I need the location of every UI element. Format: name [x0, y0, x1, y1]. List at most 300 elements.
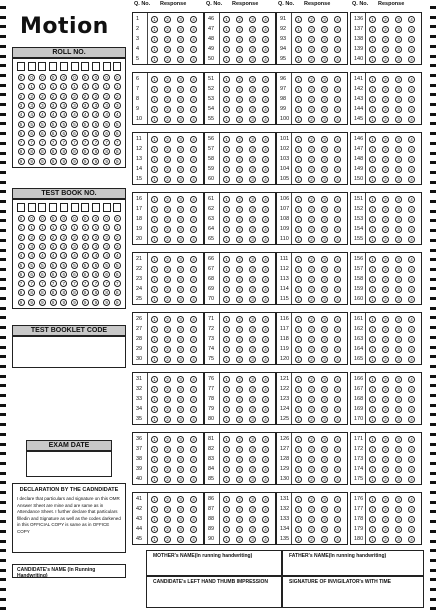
option-bubble[interactable]: 1	[295, 56, 302, 63]
option-bubble[interactable]: 2	[164, 46, 171, 53]
digit-bubble[interactable]: 6	[28, 271, 35, 278]
option-bubble[interactable]: 4	[190, 296, 197, 303]
digit-bubble[interactable]: 7	[71, 280, 78, 287]
option-bubble[interactable]: 2	[382, 26, 389, 33]
option-bubble[interactable]: 3	[321, 526, 328, 533]
digit-bubble[interactable]: 6	[114, 130, 121, 137]
option-bubble[interactable]: 4	[190, 116, 197, 123]
option-bubble[interactable]: 1	[295, 116, 302, 123]
digit-bubble[interactable]: 5	[60, 262, 67, 269]
option-bubble[interactable]: 2	[382, 56, 389, 63]
option-bubble[interactable]: 3	[321, 276, 328, 283]
digit-bubble[interactable]: 2	[92, 93, 99, 100]
option-bubble[interactable]: 3	[395, 516, 402, 523]
option-bubble[interactable]: 4	[334, 146, 341, 153]
option-bubble[interactable]: 4	[262, 456, 269, 463]
option-bubble[interactable]: 4	[334, 46, 341, 53]
option-bubble[interactable]: 3	[321, 346, 328, 353]
option-bubble[interactable]: 1	[151, 466, 158, 473]
option-bubble[interactable]: 1	[295, 196, 302, 203]
digit-bubble[interactable]: 7	[39, 139, 46, 146]
option-bubble[interactable]: 2	[308, 456, 315, 463]
digit-bubble[interactable]: 8	[18, 289, 25, 296]
option-bubble[interactable]: 1	[369, 26, 376, 33]
option-bubble[interactable]: 3	[395, 156, 402, 163]
digit-bubble[interactable]: 5	[60, 121, 67, 128]
option-bubble[interactable]: 1	[223, 476, 230, 483]
option-bubble[interactable]: 4	[190, 446, 197, 453]
option-bubble[interactable]: 2	[308, 156, 315, 163]
option-bubble[interactable]: 1	[223, 106, 230, 113]
option-bubble[interactable]: 3	[249, 396, 256, 403]
digit-bubble[interactable]: 8	[18, 148, 25, 155]
digit-bubble[interactable]: 3	[60, 102, 67, 109]
option-bubble[interactable]: 2	[308, 316, 315, 323]
option-bubble[interactable]: 3	[321, 396, 328, 403]
option-bubble[interactable]: 2	[236, 266, 243, 273]
option-bubble[interactable]: 2	[164, 256, 171, 263]
option-bubble[interactable]: 4	[262, 356, 269, 363]
option-bubble[interactable]: 3	[395, 96, 402, 103]
option-bubble[interactable]: 4	[334, 36, 341, 43]
option-bubble[interactable]: 4	[262, 346, 269, 353]
option-bubble[interactable]: 3	[249, 286, 256, 293]
option-bubble[interactable]: 2	[308, 416, 315, 423]
option-bubble[interactable]: 3	[177, 496, 184, 503]
option-bubble[interactable]: 1	[369, 456, 376, 463]
digit-entry-box[interactable]	[113, 203, 121, 212]
option-bubble[interactable]: 1	[151, 106, 158, 113]
option-bubble[interactable]: 3	[321, 536, 328, 543]
option-bubble[interactable]: 4	[190, 316, 197, 323]
option-bubble[interactable]: 2	[164, 316, 171, 323]
option-bubble[interactable]: 1	[295, 316, 302, 323]
digit-bubble[interactable]: 7	[114, 280, 121, 287]
digit-bubble[interactable]: 0	[60, 74, 67, 81]
option-bubble[interactable]: 3	[321, 96, 328, 103]
option-bubble[interactable]: 2	[382, 456, 389, 463]
option-bubble[interactable]: 4	[408, 416, 415, 423]
digit-bubble[interactable]: 9	[103, 299, 110, 306]
option-bubble[interactable]: 2	[164, 216, 171, 223]
option-bubble[interactable]: 4	[262, 386, 269, 393]
option-bubble[interactable]: 2	[382, 336, 389, 343]
option-bubble[interactable]: 2	[236, 236, 243, 243]
option-bubble[interactable]: 1	[295, 416, 302, 423]
digit-bubble[interactable]: 9	[114, 158, 121, 165]
digit-bubble[interactable]: 4	[92, 111, 99, 118]
option-bubble[interactable]: 4	[262, 286, 269, 293]
option-bubble[interactable]: 2	[308, 296, 315, 303]
option-bubble[interactable]: 1	[223, 296, 230, 303]
digit-bubble[interactable]: 5	[39, 121, 46, 128]
option-bubble[interactable]: 1	[223, 446, 230, 453]
option-bubble[interactable]: 1	[369, 266, 376, 273]
option-bubble[interactable]: 2	[382, 76, 389, 83]
digit-bubble[interactable]: 9	[18, 158, 25, 165]
option-bubble[interactable]: 2	[164, 116, 171, 123]
option-bubble[interactable]: 3	[177, 216, 184, 223]
option-bubble[interactable]: 1	[369, 346, 376, 353]
option-bubble[interactable]: 3	[395, 76, 402, 83]
option-bubble[interactable]: 2	[236, 416, 243, 423]
digit-bubble[interactable]: 4	[71, 252, 78, 259]
option-bubble[interactable]: 2	[308, 376, 315, 383]
option-bubble[interactable]: 2	[164, 356, 171, 363]
option-bubble[interactable]: 3	[321, 286, 328, 293]
option-bubble[interactable]: 3	[249, 146, 256, 153]
option-bubble[interactable]: 3	[177, 226, 184, 233]
option-bubble[interactable]: 2	[236, 276, 243, 283]
option-bubble[interactable]: 1	[223, 336, 230, 343]
option-bubble[interactable]: 2	[236, 136, 243, 143]
digit-entry-box[interactable]	[71, 203, 79, 212]
option-bubble[interactable]: 1	[369, 46, 376, 53]
digit-bubble[interactable]: 2	[60, 93, 67, 100]
option-bubble[interactable]: 4	[190, 376, 197, 383]
option-bubble[interactable]: 2	[308, 16, 315, 23]
option-bubble[interactable]: 3	[395, 216, 402, 223]
option-bubble[interactable]: 2	[382, 236, 389, 243]
option-bubble[interactable]: 4	[408, 106, 415, 113]
option-bubble[interactable]: 3	[177, 36, 184, 43]
option-bubble[interactable]: 4	[190, 336, 197, 343]
digit-bubble[interactable]: 7	[28, 280, 35, 287]
option-bubble[interactable]: 3	[321, 506, 328, 513]
option-bubble[interactable]: 1	[369, 506, 376, 513]
option-bubble[interactable]: 2	[308, 216, 315, 223]
option-bubble[interactable]: 1	[369, 176, 376, 183]
option-bubble[interactable]: 1	[151, 436, 158, 443]
option-bubble[interactable]: 1	[369, 316, 376, 323]
option-bubble[interactable]: 1	[151, 116, 158, 123]
option-bubble[interactable]: 4	[408, 526, 415, 533]
option-bubble[interactable]: 2	[308, 106, 315, 113]
digit-bubble[interactable]: 2	[18, 93, 25, 100]
option-bubble[interactable]: 2	[382, 396, 389, 403]
digit-bubble[interactable]: 6	[50, 130, 57, 137]
option-bubble[interactable]: 1	[295, 406, 302, 413]
option-bubble[interactable]: 1	[369, 376, 376, 383]
option-bubble[interactable]: 2	[382, 316, 389, 323]
option-bubble[interactable]: 3	[249, 46, 256, 53]
option-bubble[interactable]: 4	[262, 216, 269, 223]
option-bubble[interactable]: 2	[382, 116, 389, 123]
option-bubble[interactable]: 3	[249, 86, 256, 93]
option-bubble[interactable]: 2	[164, 236, 171, 243]
option-bubble[interactable]: 3	[177, 296, 184, 303]
option-bubble[interactable]: 2	[164, 16, 171, 23]
option-bubble[interactable]: 3	[177, 176, 184, 183]
option-bubble[interactable]: 3	[395, 56, 402, 63]
option-bubble[interactable]: 4	[408, 316, 415, 323]
option-bubble[interactable]: 1	[151, 316, 158, 323]
option-bubble[interactable]: 1	[369, 156, 376, 163]
option-bubble[interactable]: 2	[308, 516, 315, 523]
option-bubble[interactable]: 3	[177, 236, 184, 243]
option-bubble[interactable]: 2	[236, 336, 243, 343]
option-bubble[interactable]: 3	[177, 286, 184, 293]
digit-bubble[interactable]: 1	[103, 83, 110, 90]
option-bubble[interactable]: 3	[321, 216, 328, 223]
option-bubble[interactable]: 1	[223, 86, 230, 93]
option-bubble[interactable]: 4	[262, 56, 269, 63]
option-bubble[interactable]: 1	[295, 526, 302, 533]
option-bubble[interactable]: 3	[395, 266, 402, 273]
digit-bubble[interactable]: 5	[103, 121, 110, 128]
option-bubble[interactable]: 3	[395, 236, 402, 243]
digit-bubble[interactable]: 3	[39, 102, 46, 109]
option-bubble[interactable]: 3	[249, 116, 256, 123]
option-bubble[interactable]: 2	[236, 166, 243, 173]
option-bubble[interactable]: 1	[151, 286, 158, 293]
option-bubble[interactable]: 3	[321, 466, 328, 473]
option-bubble[interactable]: 1	[223, 346, 230, 353]
option-bubble[interactable]: 4	[190, 136, 197, 143]
option-bubble[interactable]: 2	[382, 176, 389, 183]
digit-bubble[interactable]: 6	[50, 271, 57, 278]
option-bubble[interactable]: 4	[190, 106, 197, 113]
digit-bubble[interactable]: 2	[18, 234, 25, 241]
option-bubble[interactable]: 1	[223, 36, 230, 43]
option-bubble[interactable]: 4	[262, 16, 269, 23]
option-bubble[interactable]: 3	[177, 276, 184, 283]
option-bubble[interactable]: 3	[249, 156, 256, 163]
option-bubble[interactable]: 3	[249, 376, 256, 383]
option-bubble[interactable]: 3	[321, 36, 328, 43]
option-bubble[interactable]: 3	[321, 256, 328, 263]
option-bubble[interactable]: 4	[262, 106, 269, 113]
option-bubble[interactable]: 4	[408, 396, 415, 403]
option-bubble[interactable]: 4	[334, 456, 341, 463]
digit-bubble[interactable]: 1	[114, 83, 121, 90]
option-bubble[interactable]: 3	[321, 16, 328, 23]
option-bubble[interactable]: 3	[321, 196, 328, 203]
option-bubble[interactable]: 2	[308, 266, 315, 273]
option-bubble[interactable]: 2	[382, 146, 389, 153]
option-bubble[interactable]: 3	[395, 136, 402, 143]
option-bubble[interactable]: 2	[236, 146, 243, 153]
option-bubble[interactable]: 3	[177, 396, 184, 403]
digit-bubble[interactable]: 7	[71, 139, 78, 146]
option-bubble[interactable]: 2	[382, 436, 389, 443]
option-bubble[interactable]: 1	[151, 386, 158, 393]
option-bubble[interactable]: 4	[408, 296, 415, 303]
option-bubble[interactable]: 2	[308, 346, 315, 353]
option-bubble[interactable]: 1	[223, 276, 230, 283]
option-bubble[interactable]: 2	[308, 496, 315, 503]
option-bubble[interactable]: 4	[408, 466, 415, 473]
digit-bubble[interactable]: 0	[92, 74, 99, 81]
option-bubble[interactable]: 4	[262, 26, 269, 33]
option-bubble[interactable]: 4	[262, 466, 269, 473]
option-bubble[interactable]: 1	[369, 446, 376, 453]
option-bubble[interactable]: 3	[321, 266, 328, 273]
option-bubble[interactable]: 1	[223, 386, 230, 393]
option-bubble[interactable]: 3	[395, 86, 402, 93]
option-bubble[interactable]: 4	[408, 506, 415, 513]
option-bubble[interactable]: 2	[382, 416, 389, 423]
option-bubble[interactable]: 1	[369, 276, 376, 283]
digit-entry-box[interactable]	[113, 62, 121, 71]
option-bubble[interactable]: 1	[369, 336, 376, 343]
option-bubble[interactable]: 2	[382, 496, 389, 503]
option-bubble[interactable]: 2	[382, 256, 389, 263]
option-bubble[interactable]: 4	[262, 36, 269, 43]
digit-entry-box[interactable]	[71, 62, 79, 71]
option-bubble[interactable]: 2	[164, 146, 171, 153]
option-bubble[interactable]: 4	[190, 266, 197, 273]
option-bubble[interactable]: 2	[382, 136, 389, 143]
option-bubble[interactable]: 4	[334, 416, 341, 423]
digit-bubble[interactable]: 0	[39, 215, 46, 222]
digit-bubble[interactable]: 5	[82, 262, 89, 269]
option-bubble[interactable]: 3	[177, 166, 184, 173]
digit-bubble[interactable]: 5	[114, 262, 121, 269]
option-bubble[interactable]: 2	[382, 86, 389, 93]
option-bubble[interactable]: 3	[321, 106, 328, 113]
digit-bubble[interactable]: 4	[18, 111, 25, 118]
option-bubble[interactable]: 3	[177, 406, 184, 413]
option-bubble[interactable]: 2	[308, 356, 315, 363]
option-bubble[interactable]: 3	[395, 36, 402, 43]
option-bubble[interactable]: 3	[395, 356, 402, 363]
option-bubble[interactable]: 1	[369, 226, 376, 233]
digit-bubble[interactable]: 0	[18, 74, 25, 81]
digit-bubble[interactable]: 4	[50, 252, 57, 259]
option-bubble[interactable]: 1	[223, 256, 230, 263]
option-bubble[interactable]: 2	[236, 116, 243, 123]
option-bubble[interactable]: 1	[369, 96, 376, 103]
option-bubble[interactable]: 2	[236, 446, 243, 453]
option-bubble[interactable]: 3	[321, 456, 328, 463]
digit-bubble[interactable]: 4	[103, 252, 110, 259]
option-bubble[interactable]: 2	[236, 46, 243, 53]
option-bubble[interactable]: 3	[177, 456, 184, 463]
digit-bubble[interactable]: 3	[39, 243, 46, 250]
option-bubble[interactable]: 2	[308, 26, 315, 33]
digit-bubble[interactable]: 5	[18, 262, 25, 269]
option-bubble[interactable]: 2	[236, 376, 243, 383]
option-bubble[interactable]: 4	[190, 166, 197, 173]
option-bubble[interactable]: 3	[177, 256, 184, 263]
option-bubble[interactable]: 4	[408, 326, 415, 333]
option-bubble[interactable]: 1	[369, 116, 376, 123]
option-bubble[interactable]: 4	[262, 226, 269, 233]
option-bubble[interactable]: 1	[151, 476, 158, 483]
digit-bubble[interactable]: 6	[92, 271, 99, 278]
option-bubble[interactable]: 4	[334, 96, 341, 103]
option-bubble[interactable]: 4	[190, 86, 197, 93]
option-bubble[interactable]: 1	[295, 276, 302, 283]
option-bubble[interactable]: 2	[308, 136, 315, 143]
option-bubble[interactable]: 2	[382, 386, 389, 393]
option-bubble[interactable]: 3	[249, 256, 256, 263]
option-bubble[interactable]: 1	[223, 196, 230, 203]
option-bubble[interactable]: 1	[369, 436, 376, 443]
option-bubble[interactable]: 4	[334, 156, 341, 163]
digit-entry-box[interactable]	[60, 203, 68, 212]
digit-bubble[interactable]: 1	[114, 224, 121, 231]
option-bubble[interactable]: 3	[249, 226, 256, 233]
option-bubble[interactable]: 4	[408, 216, 415, 223]
digit-bubble[interactable]: 6	[71, 130, 78, 137]
digit-bubble[interactable]: 5	[92, 262, 99, 269]
option-bubble[interactable]: 4	[190, 466, 197, 473]
option-bubble[interactable]: 3	[249, 466, 256, 473]
option-bubble[interactable]: 4	[190, 456, 197, 463]
option-bubble[interactable]: 1	[369, 196, 376, 203]
option-bubble[interactable]: 4	[262, 536, 269, 543]
digit-bubble[interactable]: 3	[103, 243, 110, 250]
digit-bubble[interactable]: 0	[60, 215, 67, 222]
option-bubble[interactable]: 1	[223, 526, 230, 533]
option-bubble[interactable]: 3	[177, 106, 184, 113]
option-bubble[interactable]: 3	[395, 386, 402, 393]
digit-bubble[interactable]: 2	[82, 93, 89, 100]
digit-bubble[interactable]: 5	[50, 121, 57, 128]
digit-bubble[interactable]: 8	[50, 289, 57, 296]
option-bubble[interactable]: 4	[190, 36, 197, 43]
digit-bubble[interactable]: 2	[82, 234, 89, 241]
digit-entry-box[interactable]	[28, 203, 36, 212]
option-bubble[interactable]: 2	[164, 446, 171, 453]
digit-bubble[interactable]: 4	[82, 111, 89, 118]
digit-bubble[interactable]: 1	[28, 224, 35, 231]
digit-bubble[interactable]: 6	[103, 271, 110, 278]
option-bubble[interactable]: 3	[177, 356, 184, 363]
option-bubble[interactable]: 3	[395, 316, 402, 323]
option-bubble[interactable]: 1	[295, 206, 302, 213]
option-bubble[interactable]: 1	[223, 326, 230, 333]
option-bubble[interactable]: 2	[236, 476, 243, 483]
option-bubble[interactable]: 3	[395, 416, 402, 423]
option-bubble[interactable]: 3	[395, 526, 402, 533]
option-bubble[interactable]: 1	[223, 206, 230, 213]
option-bubble[interactable]: 4	[334, 356, 341, 363]
option-bubble[interactable]: 2	[382, 46, 389, 53]
option-bubble[interactable]: 4	[408, 226, 415, 233]
option-bubble[interactable]: 4	[262, 256, 269, 263]
digit-bubble[interactable]: 1	[39, 224, 46, 231]
option-bubble[interactable]: 4	[190, 96, 197, 103]
option-bubble[interactable]: 1	[369, 16, 376, 23]
option-bubble[interactable]: 2	[308, 56, 315, 63]
digit-bubble[interactable]: 1	[60, 83, 67, 90]
option-bubble[interactable]: 2	[236, 76, 243, 83]
option-bubble[interactable]: 1	[151, 96, 158, 103]
option-bubble[interactable]: 1	[151, 176, 158, 183]
option-bubble[interactable]: 1	[151, 406, 158, 413]
option-bubble[interactable]: 2	[236, 196, 243, 203]
option-bubble[interactable]: 2	[382, 476, 389, 483]
digit-bubble[interactable]: 8	[103, 289, 110, 296]
option-bubble[interactable]: 4	[408, 516, 415, 523]
option-bubble[interactable]: 1	[295, 476, 302, 483]
digit-bubble[interactable]: 6	[18, 130, 25, 137]
option-bubble[interactable]: 1	[151, 136, 158, 143]
option-bubble[interactable]: 2	[164, 416, 171, 423]
option-bubble[interactable]: 2	[164, 326, 171, 333]
option-bubble[interactable]: 4	[408, 86, 415, 93]
option-bubble[interactable]: 2	[236, 176, 243, 183]
option-bubble[interactable]: 3	[249, 36, 256, 43]
option-bubble[interactable]: 4	[334, 136, 341, 143]
option-bubble[interactable]: 4	[408, 156, 415, 163]
digit-bubble[interactable]: 4	[60, 252, 67, 259]
option-bubble[interactable]: 4	[408, 446, 415, 453]
option-bubble[interactable]: 3	[177, 516, 184, 523]
